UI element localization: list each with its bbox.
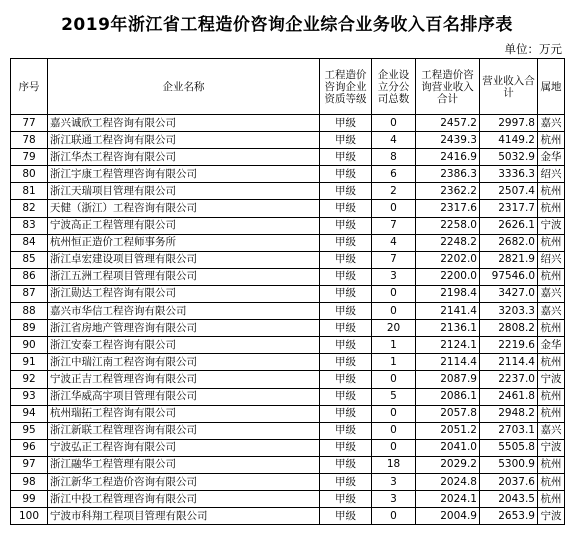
cell-region: 杭州	[538, 388, 565, 405]
table-row	[11, 473, 565, 490]
unit-label: 单位：万元	[504, 42, 562, 56]
cell-no: 90	[11, 337, 48, 354]
cell-grade: 甲级	[320, 132, 372, 149]
cell-company-name: 浙江新联工程管理咨询有限公司	[48, 422, 320, 439]
cell-consult-revenue: 2051.2	[416, 422, 480, 439]
cell-company-name: 宁波高正工程管理有限公司	[48, 217, 320, 234]
cell-consult-revenue: 2200.0	[416, 268, 480, 285]
cell-no: 97	[11, 456, 48, 473]
cell-region: 绍兴	[538, 166, 565, 183]
cell-total-revenue: 3203.3	[480, 303, 538, 320]
cell-company-name: 浙江融华工程管理有限公司	[48, 456, 320, 473]
cell-company-name: 宁波正吉工程管理咨询有限公司	[48, 371, 320, 388]
cell-grade: 甲级	[320, 320, 372, 337]
cell-grade: 甲级	[320, 251, 372, 268]
table-row	[11, 303, 565, 320]
cell-no: 83	[11, 217, 48, 234]
cell-region: 杭州	[538, 132, 565, 149]
cell-total-revenue: 3427.0	[480, 285, 538, 302]
table-row	[11, 439, 565, 456]
cell-grade: 甲级	[320, 268, 372, 285]
cell-no: 82	[11, 200, 48, 217]
header-branches: 企业设立分公司总数	[372, 59, 416, 115]
table-row	[11, 371, 565, 388]
cell-region: 杭州	[538, 456, 565, 473]
page-title: 2019年浙江省工程造价咨询企业综合业务收入百名排序表	[61, 15, 513, 35]
cell-total-revenue: 2948.2	[480, 405, 538, 422]
cell-total-revenue: 97546.0	[480, 268, 538, 285]
cell-total-revenue: 2626.1	[480, 217, 538, 234]
cell-company-name: 浙江卓宏建设项目管理有限公司	[48, 251, 320, 268]
cell-branches: 3	[372, 491, 416, 508]
cell-region: 宁波	[538, 371, 565, 388]
cell-grade: 甲级	[320, 217, 372, 234]
cell-branches: 0	[372, 422, 416, 439]
cell-consult-revenue: 2024.8	[416, 473, 480, 490]
cell-consult-revenue: 2124.1	[416, 337, 480, 354]
cell-company-name: 浙江中投工程管理咨询有限公司	[48, 491, 320, 508]
cell-branches: 0	[372, 303, 416, 320]
cell-no: 100	[11, 508, 48, 525]
cell-company-name: 浙江安泰工程咨询有限公司	[48, 337, 320, 354]
cell-consult-revenue: 2114.4	[416, 354, 480, 371]
cell-branches: 3	[372, 473, 416, 490]
cell-no: 99	[11, 491, 48, 508]
cell-branches: 8	[372, 149, 416, 166]
cell-company-name: 嘉兴市华信工程咨询有限公司	[48, 303, 320, 320]
cell-total-revenue: 2114.4	[480, 354, 538, 371]
cell-region: 杭州	[538, 200, 565, 217]
cell-region: 金华	[538, 149, 565, 166]
cell-consult-revenue: 2258.0	[416, 217, 480, 234]
cell-consult-revenue: 2248.2	[416, 234, 480, 251]
cell-total-revenue: 2808.2	[480, 320, 538, 337]
table-row	[11, 456, 565, 473]
cell-total-revenue: 2653.9	[480, 508, 538, 525]
table-row	[11, 115, 565, 132]
cell-no: 92	[11, 371, 48, 388]
cell-branches: 4	[372, 234, 416, 251]
cell-company-name: 浙江省房地产管理咨询有限公司	[48, 320, 320, 337]
cell-consult-revenue: 2317.6	[416, 200, 480, 217]
cell-branches: 0	[372, 115, 416, 132]
cell-grade: 甲级	[320, 234, 372, 251]
cell-branches: 0	[372, 405, 416, 422]
cell-region: 杭州	[538, 405, 565, 422]
table-row	[11, 166, 565, 183]
cell-branches: 4	[372, 132, 416, 149]
cell-company-name: 浙江勋达工程咨询有限公司	[48, 285, 320, 302]
cell-company-name: 天健（浙江）工程咨询有限公司	[48, 200, 320, 217]
table-row	[11, 149, 565, 166]
cell-no: 93	[11, 388, 48, 405]
cell-total-revenue: 5032.9	[480, 149, 538, 166]
cell-grade: 甲级	[320, 166, 372, 183]
cell-no: 86	[11, 268, 48, 285]
cell-no: 88	[11, 303, 48, 320]
cell-region: 嘉兴	[538, 422, 565, 439]
cell-total-revenue: 2703.1	[480, 422, 538, 439]
table-row	[11, 354, 565, 371]
table-header-row	[11, 59, 565, 115]
header-total-revenue: 营业收入合计	[480, 59, 538, 115]
cell-grade: 甲级	[320, 149, 372, 166]
cell-consult-revenue: 2086.1	[416, 388, 480, 405]
table-row	[11, 285, 565, 302]
cell-branches: 1	[372, 337, 416, 354]
table-row	[11, 200, 565, 217]
cell-grade: 甲级	[320, 337, 372, 354]
cell-consult-revenue: 2198.4	[416, 285, 480, 302]
cell-total-revenue: 2997.8	[480, 115, 538, 132]
cell-grade: 甲级	[320, 456, 372, 473]
cell-company-name: 杭州瑞拓工程咨询有限公司	[48, 405, 320, 422]
cell-no: 91	[11, 354, 48, 371]
cell-grade: 甲级	[320, 303, 372, 320]
cell-region: 杭州	[538, 354, 565, 371]
cell-grade: 甲级	[320, 371, 372, 388]
cell-consult-revenue: 2202.0	[416, 251, 480, 268]
table-row	[11, 268, 565, 285]
cell-branches: 0	[372, 200, 416, 217]
header-region: 属地	[538, 59, 565, 115]
cell-consult-revenue: 2362.2	[416, 183, 480, 200]
cell-branches: 6	[372, 166, 416, 183]
table-row	[11, 320, 565, 337]
cell-no: 87	[11, 285, 48, 302]
cell-consult-revenue: 2029.2	[416, 456, 480, 473]
cell-grade: 甲级	[320, 508, 372, 525]
cell-consult-revenue: 2141.4	[416, 303, 480, 320]
cell-no: 84	[11, 234, 48, 251]
table-row	[11, 422, 565, 439]
cell-company-name: 杭州恒正造价工程师事务所	[48, 234, 320, 251]
cell-company-name: 宁波弘正工程咨询有限公司	[48, 439, 320, 456]
cell-no: 96	[11, 439, 48, 456]
cell-region: 嘉兴	[538, 303, 565, 320]
header-consult-revenue: 工程造价咨询营业收入合计	[416, 59, 480, 115]
cell-no: 89	[11, 320, 48, 337]
cell-company-name: 浙江联通工程咨询有限公司	[48, 132, 320, 149]
cell-company-name: 浙江天瑞项目管理有限公司	[48, 183, 320, 200]
cell-branches: 0	[372, 285, 416, 302]
cell-total-revenue: 5300.9	[480, 456, 538, 473]
cell-no: 85	[11, 251, 48, 268]
table-row	[11, 183, 565, 200]
cell-total-revenue: 2682.0	[480, 234, 538, 251]
table-row	[11, 234, 565, 251]
table-row	[11, 405, 565, 422]
cell-company-name: 浙江中瑞江南工程咨询有限公司	[48, 354, 320, 371]
cell-region: 金华	[538, 337, 565, 354]
ranking-table	[10, 58, 565, 525]
table-row	[11, 217, 565, 234]
cell-grade: 甲级	[320, 388, 372, 405]
cell-total-revenue: 4149.2	[480, 132, 538, 149]
cell-no: 95	[11, 422, 48, 439]
cell-branches: 20	[372, 320, 416, 337]
cell-grade: 甲级	[320, 200, 372, 217]
cell-branches: 3	[372, 268, 416, 285]
cell-consult-revenue: 2439.3	[416, 132, 480, 149]
cell-consult-revenue: 2041.0	[416, 439, 480, 456]
cell-consult-revenue: 2057.8	[416, 405, 480, 422]
cell-branches: 7	[372, 217, 416, 234]
cell-region: 杭州	[538, 491, 565, 508]
cell-no: 94	[11, 405, 48, 422]
cell-no: 98	[11, 473, 48, 490]
table-row	[11, 132, 565, 149]
cell-region: 杭州	[538, 183, 565, 200]
table-row	[11, 508, 565, 525]
cell-consult-revenue: 2024.1	[416, 491, 480, 508]
cell-branches: 0	[372, 371, 416, 388]
cell-no: 79	[11, 149, 48, 166]
cell-total-revenue: 3336.3	[480, 166, 538, 183]
cell-region: 绍兴	[538, 251, 565, 268]
cell-grade: 甲级	[320, 473, 372, 490]
cell-no: 81	[11, 183, 48, 200]
cell-branches: 1	[372, 354, 416, 371]
cell-branches: 0	[372, 439, 416, 456]
cell-consult-revenue: 2087.9	[416, 371, 480, 388]
table-row	[11, 251, 565, 268]
cell-company-name: 浙江华威高宇项目管理有限公司	[48, 388, 320, 405]
cell-consult-revenue: 2457.2	[416, 115, 480, 132]
table-body	[11, 115, 565, 525]
header-no: 序号	[11, 59, 48, 115]
cell-grade: 甲级	[320, 405, 372, 422]
cell-region: 杭州	[538, 473, 565, 490]
cell-branches: 5	[372, 388, 416, 405]
table-row	[11, 491, 565, 508]
cell-total-revenue: 2317.7	[480, 200, 538, 217]
cell-region: 宁波	[538, 217, 565, 234]
cell-no: 77	[11, 115, 48, 132]
cell-company-name: 嘉兴诚欣工程咨询有限公司	[48, 115, 320, 132]
cell-total-revenue: 2037.6	[480, 473, 538, 490]
cell-total-revenue: 2237.0	[480, 371, 538, 388]
cell-company-name: 浙江新华工程造价咨询有限公司	[48, 473, 320, 490]
cell-total-revenue: 2821.9	[480, 251, 538, 268]
cell-consult-revenue: 2416.9	[416, 149, 480, 166]
cell-company-name: 浙江华杰工程咨询有限公司	[48, 149, 320, 166]
cell-grade: 甲级	[320, 439, 372, 456]
cell-region: 宁波	[538, 508, 565, 525]
cell-consult-revenue: 2386.3	[416, 166, 480, 183]
cell-total-revenue: 2219.6	[480, 337, 538, 354]
cell-grade: 甲级	[320, 285, 372, 302]
cell-region: 杭州	[538, 234, 565, 251]
cell-consult-revenue: 2136.1	[416, 320, 480, 337]
cell-grade: 甲级	[320, 422, 372, 439]
cell-grade: 甲级	[320, 183, 372, 200]
cell-region: 杭州	[538, 320, 565, 337]
cell-total-revenue: 2507.4	[480, 183, 538, 200]
cell-region: 嘉兴	[538, 285, 565, 302]
cell-grade: 甲级	[320, 354, 372, 371]
header-name: 企业名称	[48, 59, 320, 115]
cell-total-revenue: 2043.5	[480, 491, 538, 508]
cell-region: 宁波	[538, 439, 565, 456]
cell-branches: 0	[372, 508, 416, 525]
cell-branches: 18	[372, 456, 416, 473]
cell-company-name: 浙江宇康工程管理咨询有限公司	[48, 166, 320, 183]
header-grade: 工程造价咨询企业资质等级	[320, 59, 372, 115]
table-row	[11, 337, 565, 354]
cell-total-revenue: 5505.8	[480, 439, 538, 456]
cell-region: 嘉兴	[538, 115, 565, 132]
cell-grade: 甲级	[320, 115, 372, 132]
cell-consult-revenue: 2004.9	[416, 508, 480, 525]
cell-company-name: 宁波市科翔工程项目管理有限公司	[48, 508, 320, 525]
cell-branches: 2	[372, 183, 416, 200]
cell-grade: 甲级	[320, 491, 372, 508]
cell-region: 杭州	[538, 268, 565, 285]
cell-total-revenue: 2461.8	[480, 388, 538, 405]
cell-no: 78	[11, 132, 48, 149]
cell-no: 80	[11, 166, 48, 183]
table-row	[11, 388, 565, 405]
cell-company-name: 浙江五洲工程项目管理有限公司	[48, 268, 320, 285]
cell-branches: 7	[372, 251, 416, 268]
